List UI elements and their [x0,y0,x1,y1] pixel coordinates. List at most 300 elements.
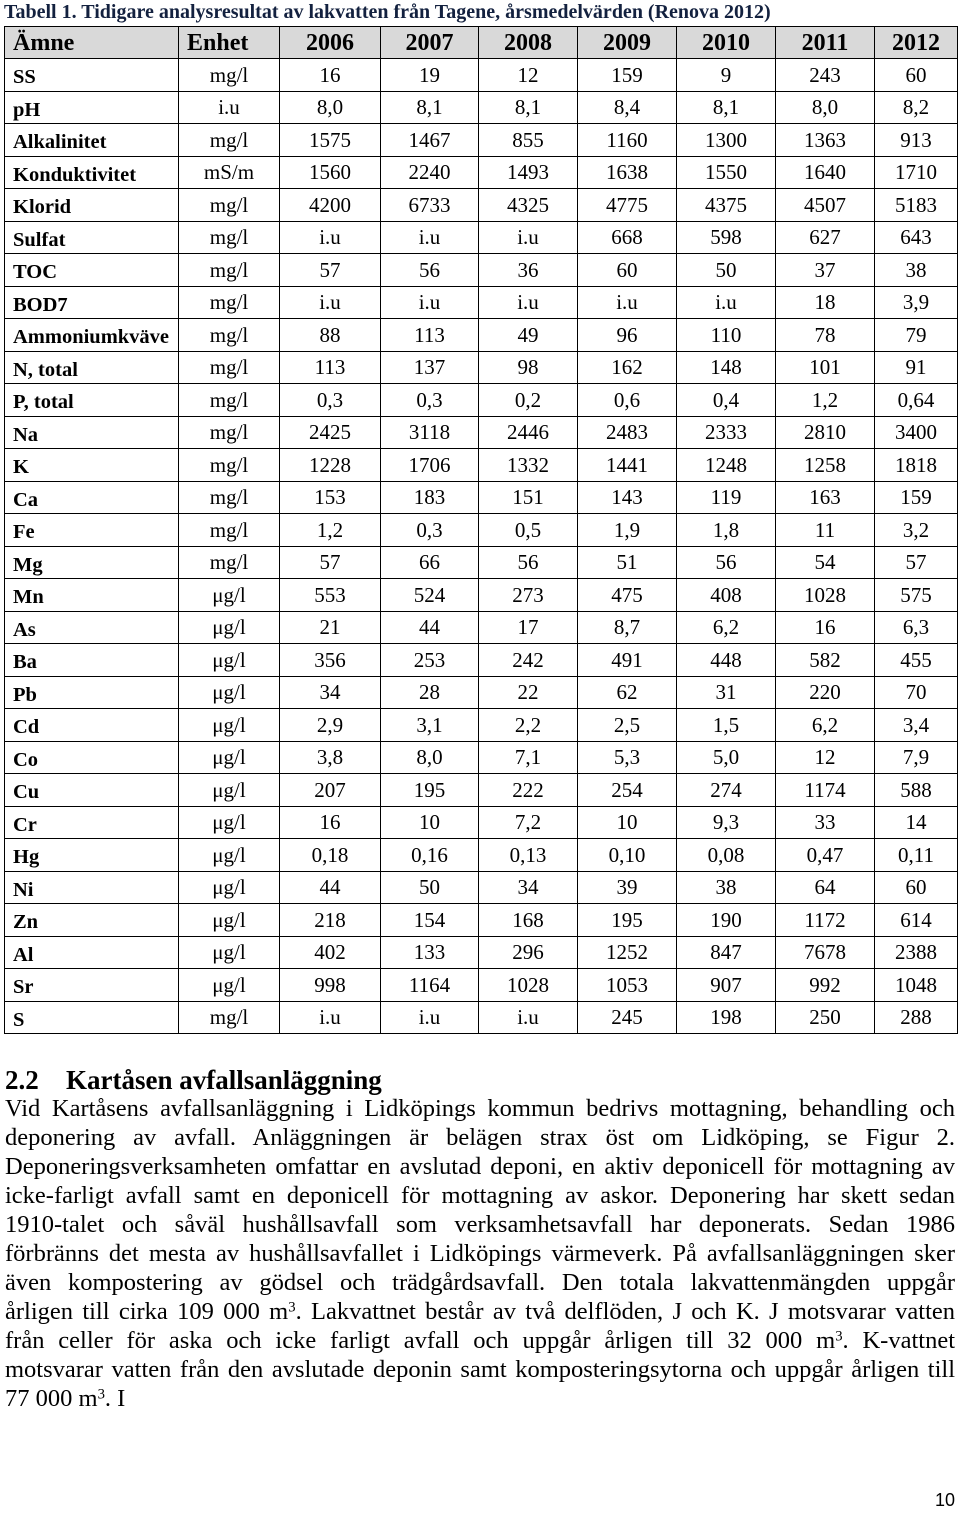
value-cell: 1174 [776,774,875,807]
value-cell: 148 [677,351,776,384]
paragraph-line [5,1355,955,1384]
value-cell: 195 [381,774,479,807]
paragraph-line [5,1123,955,1152]
substance-cell: Fe [5,514,179,547]
value-cell: 38 [677,871,776,904]
value-cell: 16 [776,611,875,644]
value-cell: 0,64 [875,384,958,417]
value-cell: 2240 [381,156,479,189]
value-cell: 60 [875,871,958,904]
value-cell: 7,9 [875,741,958,774]
value-cell: 408 [677,579,776,612]
substance-cell: Zn [5,904,179,937]
table-row [5,969,958,1002]
page-number: 10 [934,1490,955,1510]
value-cell: 62 [578,676,677,709]
superscript: 3 [288,1299,296,1316]
table-row [5,806,958,839]
header-year: 2012 [875,27,958,59]
value-cell: i.u [578,286,677,319]
value-cell: 254 [578,774,677,807]
value-cell: 0,10 [578,839,677,872]
value-cell: 3,2 [875,514,958,547]
value-cell: 242 [479,644,578,677]
value-cell: 1467 [381,124,479,157]
value-cell: i.u [479,286,578,319]
value-cell: 36 [479,254,578,287]
value-cell: 1,2 [776,384,875,417]
value-cell: 3118 [381,416,479,449]
value-cell: 8,0 [776,91,875,124]
unit-cell: μg/l [179,611,280,644]
value-cell: 57 [280,254,381,287]
table-row [5,481,958,514]
value-cell: 64 [776,871,875,904]
unit-cell: μg/l [179,806,280,839]
table-row [5,156,958,189]
superscript: 3 [97,1386,105,1403]
value-cell: 1258 [776,449,875,482]
value-cell: 1160 [578,124,677,157]
unit-cell: mg/l [179,351,280,384]
value-cell: 1441 [578,449,677,482]
value-cell: 7,2 [479,806,578,839]
value-cell: 1228 [280,449,381,482]
unit-cell: μg/l [179,904,280,937]
value-cell: 57 [875,546,958,579]
value-cell: i.u [677,286,776,319]
value-cell: 162 [578,351,677,384]
unit-cell: mg/l [179,384,280,417]
value-cell: 37 [776,254,875,287]
unit-cell: mg/l [179,416,280,449]
table-row [5,546,958,579]
unit-cell: μg/l [179,644,280,677]
table-row [5,449,958,482]
table-row [5,611,958,644]
results-table [4,26,958,1034]
header-year: 2011 [776,27,875,59]
value-cell: 11 [776,514,875,547]
value-cell: 553 [280,579,381,612]
unit-cell: mg/l [179,286,280,319]
value-cell: 455 [875,644,958,677]
unit-cell: mg/l [179,189,280,222]
value-cell: 7,1 [479,741,578,774]
value-cell: 0,18 [280,839,381,872]
value-cell: 1550 [677,156,776,189]
unit-cell: mg/l [179,1001,280,1034]
text-segment: 77 000 m [5,1385,98,1412]
section-title: Kartåsen avfallsanläggning [66,1065,382,1095]
text-segment: . I [104,1385,126,1412]
value-cell: 0,6 [578,384,677,417]
value-cell: 10 [578,806,677,839]
substance-cell: Cu [5,774,179,807]
value-cell: 101 [776,351,875,384]
value-cell: 56 [677,546,776,579]
text-segment: . Lakvattnet består av två delflöden, J och K. J motsvarar vatten [295,1298,955,1325]
paragraph-line [5,1094,955,1123]
unit-cell: μg/l [179,936,280,969]
value-cell: 137 [381,351,479,384]
value-cell: 6733 [381,189,479,222]
text-segment: deponering av avfall. Anläggningen är belägen strax öst om Lidköping, se Figur 2. [5,1124,955,1151]
value-cell: 1048 [875,969,958,1002]
value-cell: 274 [677,774,776,807]
value-cell: 0,47 [776,839,875,872]
value-cell: 151 [479,481,578,514]
value-cell: i.u [381,286,479,319]
value-cell: 6,2 [677,611,776,644]
value-cell: 356 [280,644,381,677]
value-cell: 33 [776,806,875,839]
paragraph-line [5,1297,955,1326]
value-cell: 91 [875,351,958,384]
value-cell: 12 [776,741,875,774]
value-cell: 245 [578,1001,677,1034]
value-cell: 2388 [875,936,958,969]
value-cell: 5183 [875,189,958,222]
table-caption: Tabell 1. Tidigare analysresultat av lakvatten från Tagene, årsmedelvärden (Renova 2012) [4,1,771,23]
value-cell: 3,4 [875,709,958,742]
value-cell: 0,3 [381,384,479,417]
value-cell: 402 [280,936,381,969]
value-cell: 2425 [280,416,381,449]
value-cell: 575 [875,579,958,612]
value-cell: 3400 [875,416,958,449]
header-substance: Ämne [5,27,179,59]
value-cell: 60 [875,59,958,92]
value-cell: 18 [776,286,875,319]
value-cell: i.u [280,286,381,319]
table-row [5,1001,958,1034]
value-cell: 222 [479,774,578,807]
value-cell: 16 [280,59,381,92]
substance-cell: SS [5,59,179,92]
table-row [5,416,958,449]
value-cell: 19 [381,59,479,92]
table-row [5,579,958,612]
value-cell: 38 [875,254,958,287]
text-segment: icke-farligt avfall samt en deponicell för mottagning av askor. Deponering har skett sedan [5,1182,955,1209]
value-cell: 3,1 [381,709,479,742]
value-cell: 159 [875,481,958,514]
value-cell: 296 [479,936,578,969]
value-cell: 0,3 [381,514,479,547]
value-cell: 2483 [578,416,677,449]
value-cell: 243 [776,59,875,92]
value-cell: 119 [677,481,776,514]
value-cell: 1706 [381,449,479,482]
value-cell: 57 [280,546,381,579]
value-cell: i.u [381,221,479,254]
value-cell: 1,2 [280,514,381,547]
value-cell: 10 [381,806,479,839]
value-cell: 8,1 [479,91,578,124]
value-cell: 21 [280,611,381,644]
value-cell: 70 [875,676,958,709]
value-cell: 2,9 [280,709,381,742]
unit-cell: μg/l [179,839,280,872]
text-segment: förbränns det mesta av hushållsavfallet i Lidköpings värmeverk. På avfallsanläggningen sker [5,1240,955,1267]
value-cell: 0,5 [479,514,578,547]
substance-cell: Sr [5,969,179,1002]
table-row [5,936,958,969]
table-row [5,676,958,709]
value-cell: 6,2 [776,709,875,742]
text-segment: Vid Kartåsens avfallsanläggning i Lidköpings kommun bedrivs mottagning, behandling och [5,1095,955,1122]
value-cell: 8,0 [280,91,381,124]
value-cell: 2,5 [578,709,677,742]
unit-cell: i.u [179,91,280,124]
value-cell: 17 [479,611,578,644]
value-cell: 50 [381,871,479,904]
value-cell: 1560 [280,156,381,189]
unit-cell: μg/l [179,969,280,1002]
value-cell: 1638 [578,156,677,189]
value-cell: 8,4 [578,91,677,124]
superscript: 3 [835,1328,843,1345]
value-cell: 1640 [776,156,875,189]
value-cell: 847 [677,936,776,969]
value-cell: 1028 [776,579,875,612]
table-row [5,514,958,547]
value-cell: 253 [381,644,479,677]
unit-cell: mg/l [179,449,280,482]
value-cell: 31 [677,676,776,709]
table-row [5,839,958,872]
value-cell: 110 [677,319,776,352]
substance-cell: Co [5,741,179,774]
value-cell: 154 [381,904,479,937]
value-cell: 2,2 [479,709,578,742]
value-cell: 12 [479,59,578,92]
unit-cell: mg/l [179,514,280,547]
text-segment: Deponeringsverksamheten omfattar en avslutad deponi, en aktiv deponicell för mottagning av [5,1153,955,1180]
value-cell: 1,9 [578,514,677,547]
table-header-row [5,27,958,59]
value-cell: 163 [776,481,875,514]
value-cell: 1818 [875,449,958,482]
value-cell: 159 [578,59,677,92]
value-cell: 913 [875,124,958,157]
table-row [5,254,958,287]
table-row [5,351,958,384]
value-cell: 5,0 [677,741,776,774]
value-cell: 56 [381,254,479,287]
value-cell: 168 [479,904,578,937]
value-cell: 39 [578,871,677,904]
substance-cell: Cd [5,709,179,742]
value-cell: 273 [479,579,578,612]
value-cell: 49 [479,319,578,352]
value-cell: 4507 [776,189,875,222]
table-row [5,709,958,742]
table-row [5,741,958,774]
substance-cell: pH [5,91,179,124]
unit-cell: μg/l [179,709,280,742]
value-cell: 143 [578,481,677,514]
value-cell: 113 [381,319,479,352]
value-cell: 491 [578,644,677,677]
value-cell: 56 [479,546,578,579]
table-row [5,871,958,904]
value-cell: 1172 [776,904,875,937]
value-cell: 218 [280,904,381,937]
value-cell: i.u [479,221,578,254]
table-row [5,189,958,222]
value-cell: 3,8 [280,741,381,774]
value-cell: 54 [776,546,875,579]
value-cell: 96 [578,319,677,352]
value-cell: 34 [479,871,578,904]
value-cell: 4200 [280,189,381,222]
unit-cell: mg/l [179,319,280,352]
unit-cell: mS/m [179,156,280,189]
table-row [5,221,958,254]
paragraph-line [5,1152,955,1181]
value-cell: 9,3 [677,806,776,839]
value-cell: 0,16 [381,839,479,872]
header-year: 2006 [280,27,381,59]
section-number: 2.2 [5,1065,39,1095]
value-cell: i.u [280,221,381,254]
value-cell: 0,2 [479,384,578,417]
text-segment: även kompostering av gödsel och trädgårdsavfall. Den totala lakvattenmängden uppgår [5,1269,955,1296]
substance-cell: Mn [5,579,179,612]
paragraph-line [5,1384,955,1413]
value-cell: 0,11 [875,839,958,872]
value-cell: 992 [776,969,875,1002]
text-segment: årligen till cirka 109 000 m [5,1298,289,1325]
paragraph-line [5,1181,955,1210]
value-cell: 1053 [578,969,677,1002]
value-cell: 5,3 [578,741,677,774]
substance-cell: Alkalinitet [5,124,179,157]
text-segment: 1910-talet och såväl hushållsavfall som verksamhetsavfall har deponerats. Sedan 1986 [5,1211,955,1238]
substance-cell: Mg [5,546,179,579]
value-cell: 198 [677,1001,776,1034]
value-cell: i.u [280,1001,381,1034]
value-cell: 78 [776,319,875,352]
value-cell: 2810 [776,416,875,449]
value-cell: 79 [875,319,958,352]
substance-cell: Sulfat [5,221,179,254]
value-cell: 0,3 [280,384,381,417]
value-cell: 4775 [578,189,677,222]
value-cell: 60 [578,254,677,287]
text-segment: motsvarar vatten från den avslutade deponin samt komposteringsytorna och uppgår årligen till [5,1356,955,1383]
substance-cell: Na [5,416,179,449]
substance-cell: P, total [5,384,179,417]
value-cell: 1248 [677,449,776,482]
table-row [5,904,958,937]
unit-cell: μg/l [179,579,280,612]
body-paragraph [5,1094,955,1413]
table-row [5,644,958,677]
substance-cell: N, total [5,351,179,384]
value-cell: 207 [280,774,381,807]
substance-cell: Ammoniumkväve [5,319,179,352]
unit-cell: mg/l [179,124,280,157]
section-heading [5,1065,382,1095]
value-cell: 1493 [479,156,578,189]
value-cell: 183 [381,481,479,514]
value-cell: 8,1 [677,91,776,124]
value-cell: i.u [381,1001,479,1034]
substance-cell: Klorid [5,189,179,222]
substance-cell: Konduktivitet [5,156,179,189]
substance-cell: K [5,449,179,482]
paragraph-line [5,1210,955,1239]
value-cell: 6,3 [875,611,958,644]
value-cell: 22 [479,676,578,709]
header-year: 2009 [578,27,677,59]
value-cell: 7678 [776,936,875,969]
value-cell: 88 [280,319,381,352]
value-cell: 1363 [776,124,875,157]
substance-cell: TOC [5,254,179,287]
value-cell: 28 [381,676,479,709]
value-cell: 44 [381,611,479,644]
header-unit: Enhet [179,27,280,59]
table-row [5,59,958,92]
table-row [5,286,958,319]
table-row [5,124,958,157]
value-cell: 288 [875,1001,958,1034]
value-cell: 8,2 [875,91,958,124]
value-cell: 3,9 [875,286,958,319]
unit-cell: mg/l [179,221,280,254]
value-cell: 1300 [677,124,776,157]
unit-cell: μg/l [179,676,280,709]
value-cell: 614 [875,904,958,937]
value-cell: 50 [677,254,776,287]
table-row [5,91,958,124]
value-cell: 4325 [479,189,578,222]
value-cell: 250 [776,1001,875,1034]
value-cell: 2333 [677,416,776,449]
value-cell: 51 [578,546,677,579]
value-cell: 1710 [875,156,958,189]
substance-cell: Pb [5,676,179,709]
value-cell: 475 [578,579,677,612]
substance-cell: BOD7 [5,286,179,319]
value-cell: 1,8 [677,514,776,547]
value-cell: 44 [280,871,381,904]
value-cell: 2446 [479,416,578,449]
value-cell: 8,0 [381,741,479,774]
value-cell: 582 [776,644,875,677]
value-cell: 9 [677,59,776,92]
substance-cell: As [5,611,179,644]
value-cell: 220 [776,676,875,709]
value-cell: 0,4 [677,384,776,417]
header-year: 2007 [381,27,479,59]
substance-cell: S [5,1001,179,1034]
substance-cell: Ni [5,871,179,904]
table-row [5,384,958,417]
unit-cell: mg/l [179,254,280,287]
unit-cell: mg/l [179,59,280,92]
value-cell: 34 [280,676,381,709]
value-cell: 998 [280,969,381,1002]
text-segment: . K-vattnet [842,1327,955,1354]
table-row [5,774,958,807]
text-segment: från celler för aska och icke farligt avfall och uppgår årligen till 32 000 m [5,1327,836,1354]
value-cell: 855 [479,124,578,157]
